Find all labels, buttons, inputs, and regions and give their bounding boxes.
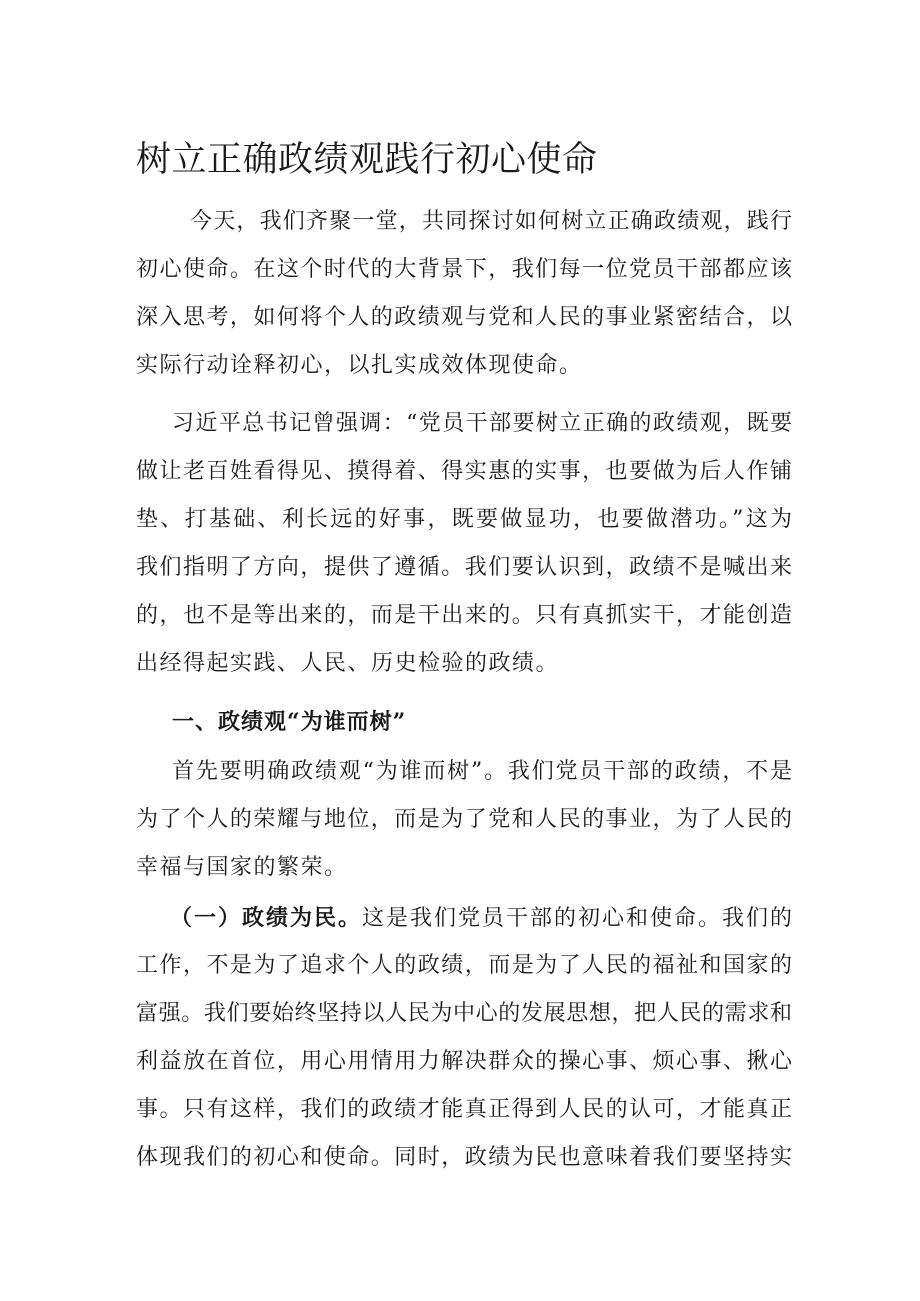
paragraph-4-line-1-rest: 这是我们党员干部的初心和使命。我们的 bbox=[362, 906, 792, 931]
paragraph-4-line-5: 事。只有这样，我们的政绩才能真正得到人民的认可，才能真正 bbox=[136, 1097, 792, 1122]
paragraph-2-line-6: 出经得起实践、人民、历史检验的政绩。 bbox=[136, 651, 560, 676]
paragraph-2-line-1: 习近平总书记曾强调：“党员干部要树立正确的政绩观，既要 bbox=[172, 411, 792, 436]
paragraph-1-line-3: 深入思考，如何将个人的政绩观与党和人民的事业紧密结合，以 bbox=[136, 305, 792, 330]
paragraph-1-line-2: 初心使命。在这个时代的大背景下，我们每一位党员干部都应该 bbox=[136, 257, 792, 282]
paragraph-4-line-1 bbox=[170, 894, 792, 942]
section-heading-1: 一、政绩观“为谁而树” bbox=[172, 709, 407, 735]
paragraph-3-line-1: 首先要明确政绩观“为谁而树”。我们党员干部的政绩，不是 bbox=[172, 759, 792, 784]
paragraph-4-line-2: 工作，不是为了追求个人的政绩，而是为了人民的福祉和国家的 bbox=[136, 953, 792, 978]
paragraph-3-line-2: 为了个人的荣耀与地位，而是为了党和人民的事业，为了人民的 bbox=[136, 807, 792, 832]
paragraph-2-line-5: 的，也不是等出来的，而是干出来的。只有真抓实干，才能创造 bbox=[136, 603, 792, 628]
paragraph-4-line-6: 体现我们的初心和使命。同时，政绩为民也意味着我们要坚持实 bbox=[136, 1145, 792, 1170]
paragraph-1-line-1: 今天，我们齐聚一堂，共同探讨如何树立正确政绩观，践行 bbox=[190, 209, 792, 234]
paragraph-4-line-4: 利益放在首位，用心用情用力解决群众的操心事、烦心事、揪心 bbox=[136, 1049, 792, 1074]
paragraph-4-line-3: 富强。我们要始终坚持以人民为中心的发展思想，把人民的需求和 bbox=[136, 1001, 792, 1026]
paragraph-2-line-3: 垫、打基础、利长远的好事，既要做显功，也要做潜功。”这为 bbox=[136, 507, 792, 532]
document-title: 树立正确政绩观践行初心使命 bbox=[136, 140, 598, 180]
paragraph-3-line-3: 幸福与国家的繁荣。 bbox=[136, 855, 348, 880]
paragraph-2-line-4: 我们指明了方向，提供了遵循。我们要认识到，政绩不是喊出来 bbox=[136, 555, 792, 580]
paragraph-1-line-4: 实际行动诠释初心，以扎实成效体现使命。 bbox=[136, 353, 583, 378]
paragraph-2-line-2: 做让老百姓看得见、摸得着、得实惠的实事，也要做为后人作铺 bbox=[136, 459, 792, 484]
paragraph-4-lead: （一）政绩为民。 bbox=[170, 905, 362, 931]
